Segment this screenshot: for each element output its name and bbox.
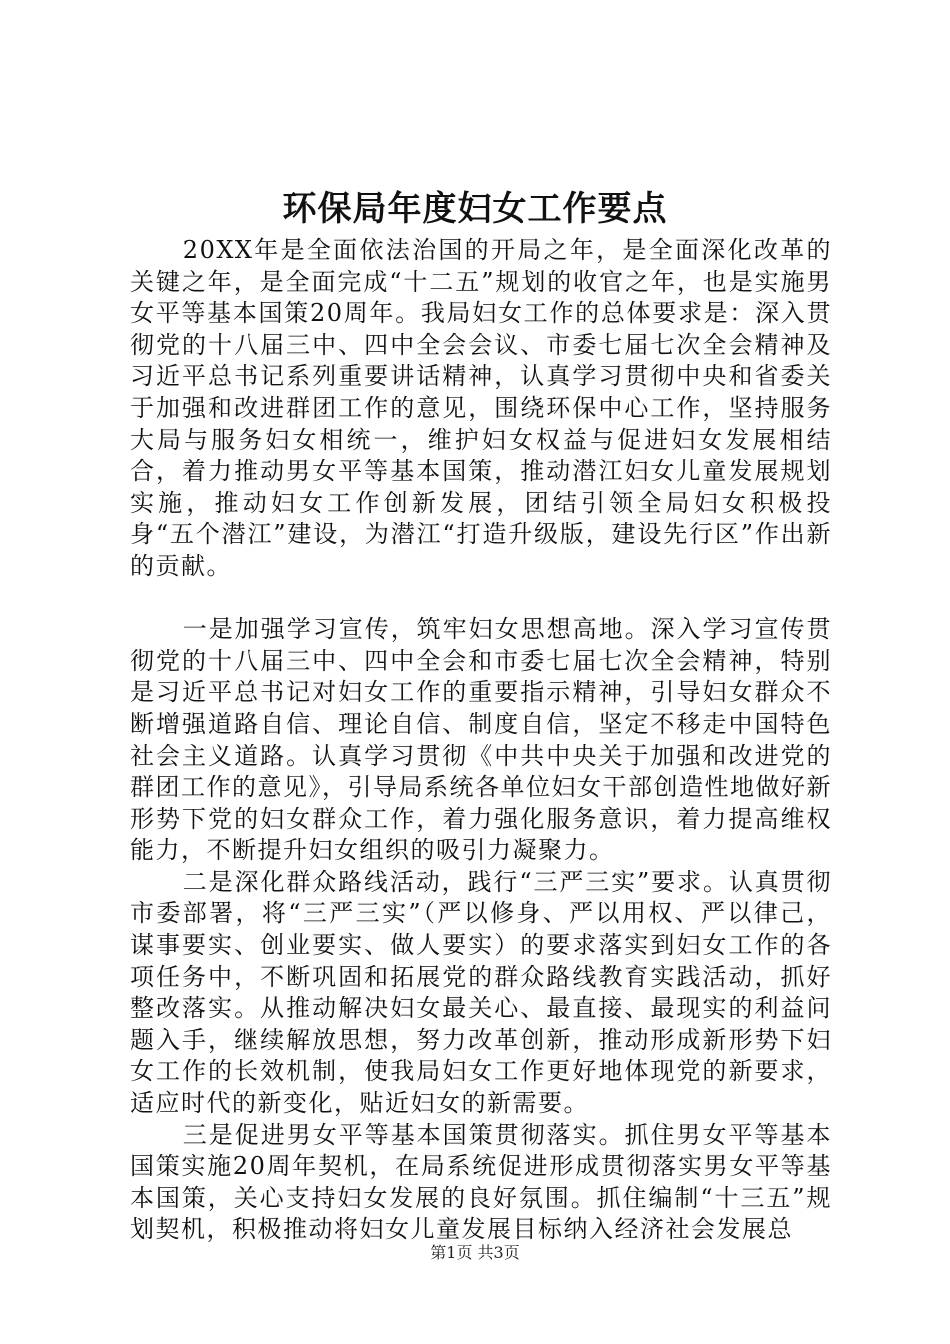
document-body <box>130 235 832 1246</box>
paragraph-point-1: 一是加强学习宣传，筑牢妇女思想高地。深入学习宣传贯彻党的十八届三中、四中全会和市委七届七次全会精神，特别是习近平总书记对妇女工作的重要指示精神，引导妇女群众不断增强道路自信、理论自信、制度自信，坚定不移走中国特色社会主义道路。认真学习贯彻《中共中央关于加强和改进党的群团工作的意见》，引导局系统各单位妇女干部创造性地做好新形势下党的妇女群众工作，着力强化服务意识，着力提高维权能力，不断提升妇女组织的吸引力凝聚力。 <box>130 615 832 865</box>
document-title: 环保局年度妇女工作要点 <box>282 189 668 229</box>
paragraph-point-3: 三是促进男女平等基本国策贯彻落实。抓住男女平等基本国策实施20周年契机，在局系统促进形成贯彻落实男女平等基本国策，关心支持妇女发展的良好氛围。抓住编制“十三五”规划契机，积极推动将妇女儿童发展目标纳入经济社会发展总 <box>130 1120 832 1244</box>
page-number-footer: 第1页 共3页 <box>430 1243 520 1262</box>
paragraph-intro: 20XX年是全面依法治国的开局之年，是全面深化改革的关键之年，是全面完成“十二五”规划的收官之年，也是实施男女平等基本国策20周年。我局妇女工作的总体要求是：深入贯彻党的十八届三中、四中全会会议、市委七届七次全会精神及习近平总书记系列重要讲话精神，认真学习贯彻中央和省委关于加强和改进群团工作的意见，围绕环保中心工作，坚持服务大局与服务妇女相统一，维护妇女权益与促进妇女发展相结合，着力推动男女平等基本国策，推动潜江妇女儿童发展规划实施，推动妇女工作创新发展，团结引领全局妇女积极投身“五个潜江”建设，为潜江“打造升级版，建设先行区”作出新的贡献。 <box>130 236 832 580</box>
paragraph-point-2: 二是深化群众路线活动，践行“三严三实”要求。认真贯彻市委部署，将“三严三实”（严以修身、严以用权、严以律己，谋事要实、创业要实、做人要实）的要求落实到妇女工作的各项任务中，不断巩固和拓展党的群众路线教育实践活动，抓好整改落实。从推动解决妇女最关心、最直接、最现实的利益问题入手，继续解放思想，努力改革创新，推动形成新形势下妇女工作的长效机制，使我局妇女工作更好地体现党的新要求，适应时代的新变化，贴近妇女的新需要。 <box>130 867 832 1118</box>
